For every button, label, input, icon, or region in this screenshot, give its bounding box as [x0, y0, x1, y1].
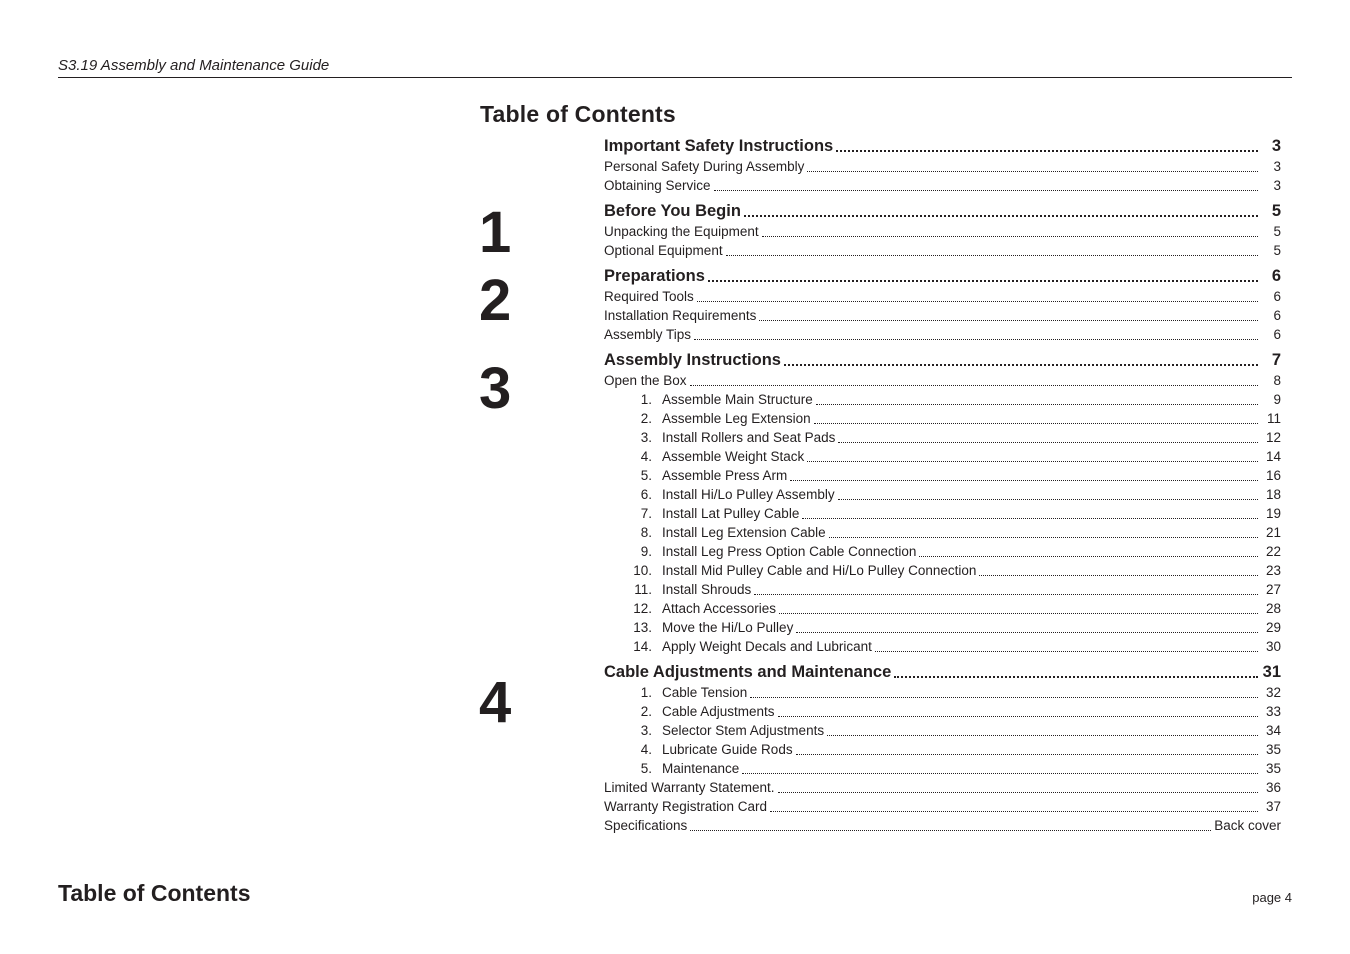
toc-item[interactable]: [604, 561, 1281, 580]
toc-item-label: Limited Warranty Statement.: [604, 780, 775, 795]
toc-item-label: Specifications: [604, 818, 688, 833]
toc-item-label: Install Mid Pulley Cable and Hi/Lo Pulley Connection: [662, 563, 977, 578]
toc-page-number: 23: [1265, 563, 1281, 578]
toc-section-heading[interactable]: [604, 201, 1281, 222]
toc-page-number: 5: [1271, 202, 1281, 220]
toc-item-number: 12.: [633, 601, 652, 616]
dot-leader: [807, 461, 1258, 462]
dot-leader: [726, 255, 1258, 256]
dot-leader: [750, 697, 1258, 698]
toc-page-number: 33: [1265, 704, 1281, 719]
dot-leader: [816, 404, 1258, 405]
footer-title: Table of Contents: [58, 880, 251, 906]
toc-item-label: Assemble Weight Stack: [662, 449, 805, 464]
toc-item-label: Move the Hi/Lo Pulley: [662, 620, 794, 635]
dot-leader: [708, 280, 1258, 282]
toc-page-number: 3: [1273, 178, 1281, 193]
toc-item-number: 6.: [640, 487, 652, 502]
toc-section-title: Assembly Instructions: [604, 351, 781, 369]
toc-page-number: 3: [1273, 159, 1281, 174]
toc-page-number: 19: [1265, 506, 1281, 521]
toc-page-number: 32: [1265, 685, 1281, 700]
toc-item-label: Install Shrouds: [662, 582, 752, 597]
toc-page-number: 18: [1265, 487, 1281, 502]
dot-leader: [742, 773, 1258, 774]
dot-leader: [827, 735, 1258, 736]
toc-item[interactable]: [604, 447, 1281, 466]
toc-section: [604, 662, 1281, 835]
toc-item-number: 1.: [640, 392, 652, 407]
toc-section-heading[interactable]: [604, 350, 1281, 371]
toc-item[interactable]: [604, 740, 1281, 759]
toc-item-number: 13.: [633, 620, 652, 635]
toc-item[interactable]: [604, 306, 1281, 325]
dot-leader: [690, 385, 1258, 386]
toc-item[interactable]: [604, 428, 1281, 447]
toc-item-label: Required Tools: [604, 289, 694, 304]
toc-item[interactable]: [604, 523, 1281, 542]
toc-item-label: Install Leg Press Option Cable Connection: [662, 544, 917, 559]
toc-item[interactable]: [604, 542, 1281, 561]
toc-item[interactable]: [604, 222, 1281, 241]
toc-page-number: 14: [1265, 449, 1281, 464]
toc-item[interactable]: [604, 759, 1281, 778]
toc-item-label: Assemble Leg Extension: [662, 411, 811, 426]
toc-item-label: Cable Adjustments: [662, 704, 775, 719]
toc-page-number: 3: [1271, 137, 1281, 155]
toc-page-number: 8: [1273, 373, 1281, 388]
toc-item-label: Lubricate Guide Rods: [662, 742, 793, 757]
toc-item[interactable]: [604, 778, 1281, 797]
toc-item[interactable]: [604, 485, 1281, 504]
toc-page-number: 7: [1271, 351, 1281, 369]
toc-section-heading[interactable]: [604, 266, 1281, 287]
toc-section: [604, 266, 1281, 344]
toc-section-title: Important Safety Instructions: [604, 137, 834, 155]
toc-item-label: Optional Equipment: [604, 243, 723, 258]
toc-item-number: 10.: [633, 563, 652, 578]
toc-page-number: 6: [1273, 327, 1281, 342]
toc-item[interactable]: [604, 618, 1281, 637]
dot-leader: [714, 190, 1258, 191]
toc-page-number: 12: [1265, 430, 1281, 445]
toc-section: [604, 201, 1281, 260]
running-header: S3.19 Assembly and Maintenance Guide: [58, 57, 330, 74]
dot-leader: [779, 613, 1258, 614]
toc-item-label: Assemble Main Structure: [662, 392, 813, 407]
toc-item-label: Obtaining Service: [604, 178, 711, 193]
toc-item[interactable]: [604, 157, 1281, 176]
toc-item-label: Install Leg Extension Cable: [662, 525, 826, 540]
toc-page-number: 5: [1273, 224, 1281, 239]
toc-page-number: 30: [1265, 639, 1281, 654]
toc-page-number: 6: [1273, 289, 1281, 304]
toc-section: [604, 136, 1281, 195]
toc-page-number: 35: [1265, 761, 1281, 776]
toc-item[interactable]: [604, 371, 1281, 390]
toc-page-number: Back cover: [1214, 818, 1281, 833]
toc-item-number: 14.: [633, 639, 652, 654]
dot-leader: [690, 830, 1211, 831]
toc-item-number: 2.: [640, 704, 652, 719]
dot-leader: [796, 754, 1258, 755]
toc-item-label: Maintenance: [662, 761, 740, 776]
toc-section-title: Cable Adjustments and Maintenance: [604, 663, 892, 681]
toc-item-label: Warranty Registration Card: [604, 799, 768, 814]
toc-item[interactable]: [604, 702, 1281, 721]
table-of-contents: [604, 136, 1281, 835]
dot-leader: [762, 236, 1258, 237]
toc-item-label: Installation Requirements: [604, 308, 757, 323]
toc-item[interactable]: [604, 176, 1281, 195]
toc-item[interactable]: [604, 325, 1281, 344]
toc-item-label: Assemble Press Arm: [662, 468, 788, 483]
toc-page-number: 5: [1273, 243, 1281, 258]
toc-item-label: Unpacking the Equipment: [604, 224, 759, 239]
dot-leader: [979, 575, 1258, 576]
dot-leader: [754, 594, 1258, 595]
chapter-number-4: 4: [479, 670, 512, 735]
toc-page-number: 28: [1265, 601, 1281, 616]
toc-page-number: 35: [1265, 742, 1281, 757]
toc-item[interactable]: [604, 466, 1281, 485]
dot-leader: [919, 556, 1258, 557]
toc-item-number: 4.: [640, 449, 652, 464]
toc-item[interactable]: [604, 816, 1281, 835]
dot-leader: [744, 215, 1258, 217]
toc-item[interactable]: [604, 599, 1281, 618]
toc-page-number: 6: [1273, 308, 1281, 323]
toc-item-label: Apply Weight Decals and Lubricant: [662, 639, 872, 654]
dot-leader: [784, 364, 1258, 366]
dot-leader: [836, 150, 1258, 152]
toc-item[interactable]: [604, 409, 1281, 428]
chapter-number-3: 3: [479, 356, 512, 421]
toc-item-number: 2.: [640, 411, 652, 426]
toc-item-number: 11.: [634, 582, 652, 597]
dot-leader: [814, 423, 1258, 424]
toc-page-number: 6: [1271, 267, 1281, 285]
dot-leader: [796, 632, 1258, 633]
toc-item[interactable]: [604, 683, 1281, 702]
toc-page-number: 37: [1265, 799, 1281, 814]
toc-item-number: 8.: [640, 525, 652, 540]
toc-item-number: 1.: [640, 685, 652, 700]
toc-item-number: 5.: [640, 468, 652, 483]
toc-item-label: Selector Stem Adjustments: [662, 723, 825, 738]
toc-item[interactable]: [604, 797, 1281, 816]
dot-leader: [894, 676, 1258, 678]
dot-leader: [778, 716, 1258, 717]
toc-item[interactable]: [604, 241, 1281, 260]
toc-section-title: Before You Begin: [604, 202, 741, 220]
dot-leader: [875, 651, 1258, 652]
toc-page-number: 34: [1265, 723, 1281, 738]
toc-item-number: 9.: [640, 544, 652, 559]
toc-item-number: 7.: [640, 506, 652, 521]
toc-item[interactable]: [604, 390, 1281, 409]
dot-leader: [778, 792, 1258, 793]
toc-item-label: Install Lat Pulley Cable: [662, 506, 800, 521]
toc-section-heading[interactable]: [604, 136, 1281, 157]
toc-item-label: Personal Safety During Assembly: [604, 159, 805, 174]
toc-page-number: 27: [1265, 582, 1281, 597]
toc-item-label: Open the Box: [604, 373, 687, 388]
chapter-number-1: 1: [479, 200, 512, 265]
dot-leader: [759, 320, 1258, 321]
toc-item-number: 3.: [640, 723, 652, 738]
dot-leader: [697, 301, 1258, 302]
toc-item[interactable]: [604, 721, 1281, 740]
dot-leader: [838, 442, 1258, 443]
toc-page-number: 22: [1265, 544, 1281, 559]
toc-item-number: 4.: [640, 742, 652, 757]
dot-leader: [807, 171, 1258, 172]
toc-item-number: 3.: [640, 430, 652, 445]
toc-page-number: 9: [1273, 392, 1281, 407]
toc-item-label: Assembly Tips: [604, 327, 692, 342]
toc-page-number: 16: [1265, 468, 1281, 483]
toc-item-label: Install Rollers and Seat Pads: [662, 430, 836, 445]
toc-item-number: 5.: [640, 761, 652, 776]
dot-leader: [838, 499, 1258, 500]
toc-page-number: 11: [1266, 411, 1281, 426]
toc-section: [604, 350, 1281, 656]
toc-item[interactable]: [604, 580, 1281, 599]
toc-item-label: Attach Accessories: [662, 601, 777, 616]
toc-item-label: Install Hi/Lo Pulley Assembly: [662, 487, 835, 502]
toc-item-label: Cable Tension: [662, 685, 748, 700]
toc-section-title: Preparations: [604, 267, 705, 285]
dot-leader: [790, 480, 1258, 481]
toc-page-number: 36: [1265, 780, 1281, 795]
toc-page-number: 31: [1262, 663, 1281, 681]
dot-leader: [829, 537, 1258, 538]
chapter-number-2: 2: [479, 268, 512, 333]
toc-page-number: 21: [1265, 525, 1281, 540]
page-number: page 4: [1252, 890, 1292, 905]
toc-section-heading[interactable]: [604, 662, 1281, 683]
toc-page-number: 29: [1265, 620, 1281, 635]
dot-leader: [802, 518, 1258, 519]
page-title: Table of Contents: [480, 101, 676, 127]
dot-leader: [694, 339, 1258, 340]
toc-item[interactable]: [604, 637, 1281, 656]
toc-item[interactable]: [604, 504, 1281, 523]
dot-leader: [770, 811, 1258, 812]
toc-item[interactable]: [604, 287, 1281, 306]
header-rule: [58, 77, 1292, 78]
